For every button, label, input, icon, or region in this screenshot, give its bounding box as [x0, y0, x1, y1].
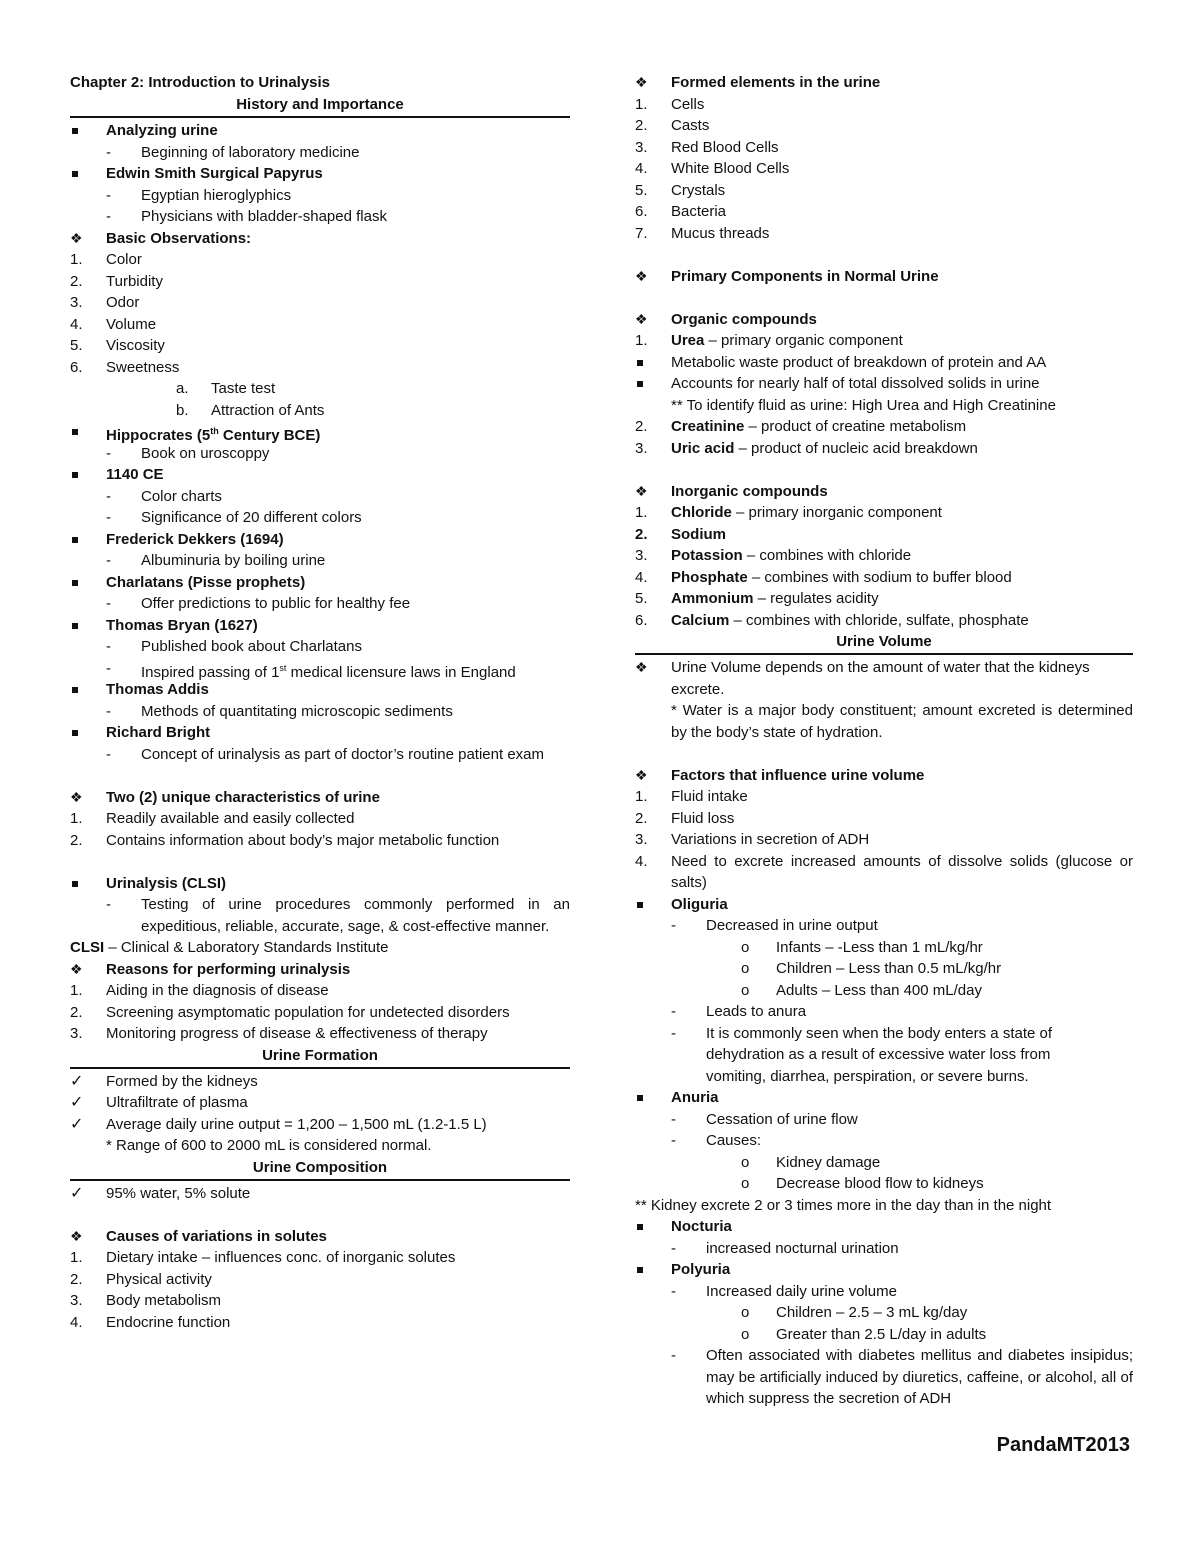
- list-item: ❖ Organic compounds: [635, 309, 1133, 331]
- list-item: - Testing of urine procedures commonly performed in an expeditious, reliable, accurate, sage, & cost-effective manner.: [106, 896, 570, 935]
- square-bullet-icon: [635, 894, 665, 916]
- chapter-title: Chapter 2: Introduction to Urinalysis: [70, 74, 331, 91]
- list-item: - Methods of quantitating microscopic sediments: [106, 702, 453, 720]
- list-item: 3. Monitoring progress of disease & effectiveness of therapy: [70, 1025, 488, 1042]
- volume-heading: Urine Volume: [635, 631, 1133, 655]
- list-item: Analyzing urine: [70, 120, 570, 142]
- author-signature: PandaMT2013: [996, 1434, 1130, 1456]
- list-item: - It is commonly seen when the body enters a state of dehydration as a result of excessive water loss from vomiting, diarrhea, perspiration, or severe burns.: [671, 1024, 1053, 1085]
- list-item: - Decreased in urine output: [671, 917, 878, 934]
- list-item: ❖ Two (2) unique characteristics of urine: [70, 787, 570, 809]
- list-item: - Significance of 20 different colors: [106, 509, 362, 526]
- list-item: 6. Bacteria: [635, 203, 727, 220]
- list-item: 3. Uric acid – product of nucleic acid breakdown: [635, 439, 978, 457]
- list-item: * Water is a major body constituent; amount excreted is determined by the body’s state of hydration.: [671, 702, 1133, 741]
- list-item: Richard Bright: [70, 722, 570, 744]
- diamond-bullet-icon: ❖: [635, 766, 648, 783]
- list-item: o Kidney damage: [741, 1153, 881, 1171]
- list-item: 1140 CE: [70, 464, 570, 486]
- list-item: - Often associated with diabetes mellitus and diabetes insipidus; may be artificially induced by diuretics, caffeine, or alcohol, all of which suppress the secretion of ADH: [671, 1347, 1133, 1407]
- list-item: - Albuminuria by boiling urine: [106, 552, 326, 569]
- list-item: 4. Endocrine function: [70, 1313, 231, 1331]
- checkmark-icon: ✓: [70, 1094, 84, 1111]
- list-item: 3. Odor: [70, 294, 140, 311]
- list-item: - Egyptian hieroglyphics: [106, 186, 292, 204]
- list-item: - Beginning of laboratory medicine: [106, 143, 360, 161]
- square-bullet-icon: [70, 722, 100, 744]
- list-item: * Range of 600 to 2000 mL is considered normal.: [106, 1137, 432, 1154]
- diamond-bullet-icon: ❖: [70, 1227, 83, 1244]
- composition-heading: Urine Composition: [70, 1157, 570, 1181]
- list-item: - Causes:: [671, 1132, 762, 1149]
- list-item: ✓ Average daily urine output = 1,200 – 1,500 mL (1.2-1.5 L): [70, 1114, 570, 1136]
- list-item: - Offer predictions to public for healthy fee: [106, 595, 411, 612]
- list-item: 1. Color: [70, 251, 142, 268]
- list-item: 3. Potassion – combines with chloride: [635, 547, 912, 564]
- square-bullet-icon: [70, 464, 100, 486]
- list-item: 5. Crystals: [635, 181, 726, 199]
- list-item: ✓ 95% water, 5% solute: [70, 1183, 570, 1205]
- list-item: o Children – Less than 0.5 mL/kg/hr: [741, 960, 1002, 977]
- list-item: 2. Fluid loss: [635, 809, 735, 827]
- square-bullet-icon: [635, 1216, 665, 1238]
- list-item: Charlatans (Pisse prophets): [70, 572, 570, 594]
- list-item: 6. Calcium – combines with chloride, sulfate, phosphate: [635, 611, 1029, 629]
- list-item: 4. White Blood Cells: [635, 160, 790, 177]
- list-item: 4. Volume: [70, 315, 157, 333]
- list-item: 4. Phosphate – combines with sodium to buffer blood: [635, 568, 1012, 586]
- square-bullet-icon: [635, 1087, 665, 1109]
- list-item: Thomas Addis: [70, 679, 570, 701]
- square-bullet-icon: [70, 529, 100, 551]
- list-item: ❖ Inorganic compounds: [635, 481, 1133, 503]
- list-item: 2. Turbidity: [70, 272, 163, 290]
- list-item: 6. Sweetness: [70, 358, 180, 376]
- list-item: o Infants – -Less than 1 mL/kg/hr: [741, 938, 983, 956]
- list-item: o Children – 2.5 – 3 mL kg/day: [741, 1304, 968, 1321]
- square-bullet-icon: [70, 873, 100, 895]
- square-bullet-icon: [70, 572, 100, 594]
- square-bullet-icon: [70, 163, 100, 185]
- right-column: [635, 72, 1133, 1410]
- list-item: 4. Need to excrete increased amounts of dissolve solids (glucose or salts): [635, 852, 1133, 891]
- diamond-bullet-icon: ❖: [70, 229, 83, 246]
- kidney-note: ** Kidney excrete 2 or 3 times more in the day than in the night: [635, 1196, 1052, 1214]
- history-heading: History and Importance: [70, 94, 570, 118]
- list-item: - increased nocturnal urination: [671, 1239, 899, 1257]
- diamond-bullet-icon: ❖: [70, 788, 83, 805]
- clsi-definition: CLSI – Clinical & Laboratory Standards Institute: [70, 939, 389, 956]
- square-bullet-icon: [70, 679, 100, 701]
- list-item: 7. Mucus threads: [635, 224, 770, 242]
- list-item: Accounts for nearly half of total dissolved solids in urine: [635, 373, 1133, 395]
- list-item: 2. Casts: [635, 117, 710, 134]
- left-column: [70, 72, 570, 1333]
- list-item: - Physicians with bladder-shaped flask: [106, 208, 387, 225]
- list-item: 3. Variations in secretion of ADH: [635, 831, 870, 848]
- list-item: ❖ Basic Observations:: [70, 228, 570, 250]
- diamond-bullet-icon: ❖: [635, 310, 648, 327]
- list-item: Anuria: [635, 1087, 1133, 1109]
- list-item: ❖ Urine Volume depends on the amount of water that the kidneys excrete.: [635, 659, 1090, 698]
- list-item: Edwin Smith Surgical Papyrus: [70, 163, 570, 185]
- diamond-bullet-icon: ❖: [635, 74, 648, 90]
- list-item: ✓ Ultrafiltrate of plasma: [70, 1092, 570, 1114]
- list-item: - Cessation of urine flow: [671, 1110, 858, 1128]
- list-item: - Published book about Charlatans: [106, 638, 362, 655]
- list-item: - Concept of urinalysis as part of doctor’s routine patient exam: [106, 745, 544, 763]
- list-item: a. Taste test: [176, 380, 276, 397]
- list-item: - Inspired passing of 1st medical licensure laws in England: [106, 659, 516, 681]
- list-item: Nocturia: [635, 1216, 1133, 1238]
- diamond-bullet-icon: ❖: [635, 482, 648, 499]
- list-item: o Greater than 2.5 L/day in adults: [741, 1325, 987, 1343]
- list-item: 2. Screening asymptomatic population for undetected disorders: [70, 1003, 510, 1021]
- list-item: 5. Viscosity: [70, 337, 165, 354]
- square-bullet-icon: [70, 615, 100, 637]
- list-item: Polyuria: [635, 1259, 1133, 1281]
- list-item: 2. Creatinine – product of creatine metabolism: [635, 418, 967, 435]
- checkmark-icon: ✓: [70, 1115, 84, 1133]
- list-item: 1. Urea – primary organic component: [635, 332, 903, 349]
- list-item: Frederick Dekkers (1694): [70, 529, 570, 551]
- list-item: 1. Aiding in the diagnosis of disease: [70, 982, 329, 999]
- list-item: 2. Contains information about body’s major metabolic function: [70, 831, 500, 849]
- square-bullet-icon: [635, 373, 665, 395]
- checkmark-icon: ✓: [70, 1184, 84, 1202]
- list-item: 3. Red Blood Cells: [635, 138, 779, 156]
- list-item: - Leads to anura: [671, 1003, 807, 1020]
- formation-heading: Urine Formation: [70, 1045, 570, 1069]
- list-item: ❖ Formed elements in the urine: [635, 72, 1133, 94]
- list-item: ❖ Factors that influence urine volume: [635, 765, 1133, 787]
- list-item: ❖ Reasons for performing urinalysis: [70, 959, 570, 981]
- list-item: - Color charts: [106, 487, 222, 505]
- square-bullet-icon: [635, 352, 665, 374]
- list-item: 1. Cells: [635, 95, 705, 113]
- list-item: Urinalysis (CLSI): [70, 873, 570, 895]
- list-item: Hippocrates (5th Century BCE): [70, 421, 570, 443]
- square-bullet-icon: [70, 120, 100, 142]
- checkmark-icon: ✓: [70, 1072, 84, 1090]
- list-item: b. Attraction of Ants: [176, 401, 325, 419]
- diamond-bullet-icon: ❖: [635, 267, 648, 284]
- list-item: ✓ Formed by the kidneys: [70, 1071, 570, 1093]
- list-item: 1. Chloride – primary inorganic component: [635, 504, 942, 521]
- list-item: - Book on uroscoppy: [106, 444, 270, 462]
- square-bullet-icon: [70, 421, 100, 443]
- list-item: Thomas Bryan (1627): [70, 615, 570, 637]
- list-item: ❖ Causes of variations in solutes: [70, 1226, 570, 1248]
- list-item: 1. Readily available and easily collected: [70, 810, 355, 827]
- list-item: 1. Dietary intake – influences conc. of inorganic solutes: [70, 1249, 456, 1266]
- list-item: ** To identify fluid as urine: High Urea and High Creatinine: [671, 396, 1056, 414]
- square-bullet-icon: [635, 1259, 665, 1281]
- list-item: 2. Physical activity: [70, 1270, 212, 1288]
- list-item: ❖ Primary Components in Normal Urine: [635, 266, 1133, 288]
- list-item: o Decrease blood flow to kidneys: [741, 1175, 984, 1192]
- list-item: 3. Body metabolism: [70, 1292, 222, 1309]
- list-item: Metabolic waste product of breakdown of protein and AA: [635, 352, 1133, 374]
- list-item: Oliguria: [635, 894, 1133, 916]
- list-item: o Adults – Less than 400 mL/day: [741, 981, 982, 999]
- diamond-bullet-icon: ❖: [70, 960, 83, 977]
- list-item: 5. Ammonium – regulates acidity: [635, 590, 879, 607]
- list-item: 2. Sodium: [635, 525, 726, 543]
- list-item: 1. Fluid intake: [635, 788, 748, 805]
- list-item: - Increased daily urine volume: [671, 1282, 897, 1300]
- diamond-bullet-icon: ❖: [635, 659, 648, 675]
